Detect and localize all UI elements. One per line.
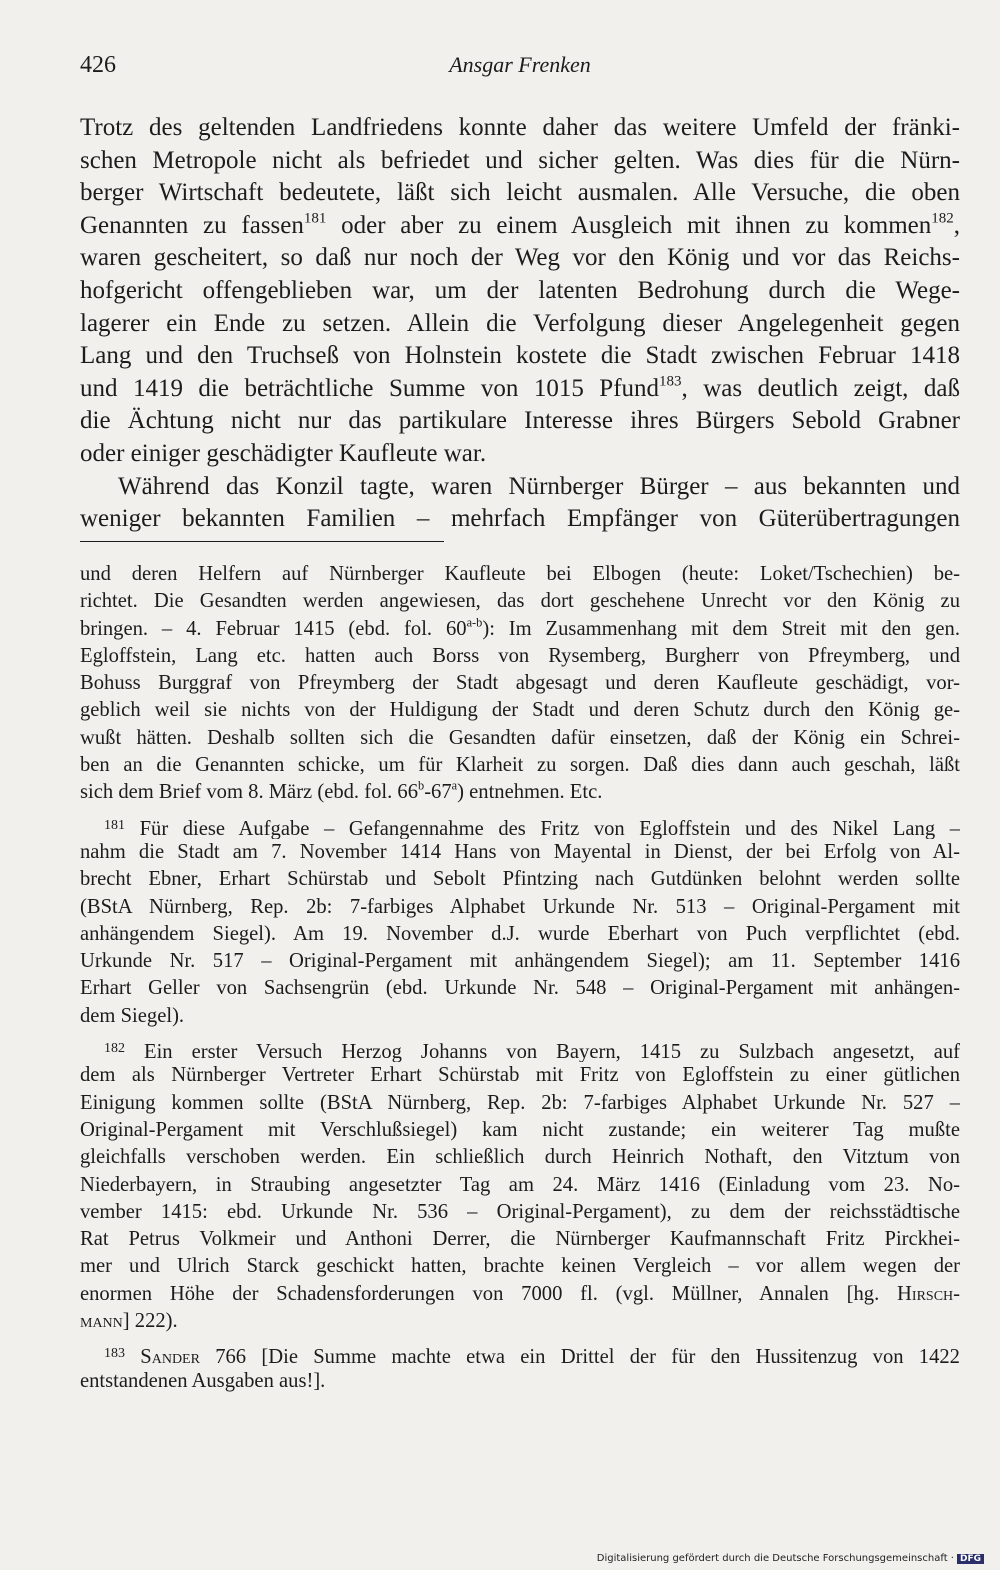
- text-fragment: -67: [424, 781, 452, 804]
- footnote-line: [80, 1340, 960, 1367]
- text-line: Lang und den Truchseß von Holnstein kostete die Stadt zwischen Februar 1418: [80, 342, 960, 370]
- footnote-number: 182: [104, 1041, 125, 1057]
- footnote-line: entstandenen Ausgaben aus!].: [80, 1369, 326, 1392]
- footnote-line: [80, 1035, 960, 1062]
- text-line: oder einiger geschädigter Kaufleute war.: [80, 439, 487, 467]
- text-fragment: , was deutlich zeigt, daß: [681, 374, 960, 402]
- text-fragment: ): Im Zusammenhang mit dem Streit mit den gen.: [482, 617, 960, 640]
- running-head: Ansgar Frenken: [449, 52, 591, 77]
- footnote-line: geblich weil sie nichts von der Huldigung der Stadt und deren Schutz durch den König ge-: [80, 699, 960, 722]
- superscript: b: [418, 779, 425, 793]
- footnote-line: [80, 779, 960, 806]
- text-line: lagerer ein Ende zu setzen. Allein die Verfolgung dieser Angelegenheit gegen: [80, 309, 960, 337]
- text-fragment: enormen Höhe der Schadensforderungen von 7000 fl. (vgl. Müllner, Annalen [hg.: [80, 1282, 898, 1305]
- footnote-line: Urkunde Nr. 517 – Original-Pergament mit anhängendem Siegel); am 11. September 1416: [80, 950, 960, 973]
- footnote-line: ben an die Genannten schicke, um für Klarheit zu sorgen. Daß dies dann auch geschah, läßt: [80, 754, 960, 777]
- text-line: weniger bekannten Familien – mehrfach Empfänger von Güterübertragungen: [80, 505, 960, 533]
- footnote-line: gleichfalls verschoben werden. Ein schließlich durch Heinrich Nothaft, den Vitztum von: [80, 1146, 960, 1169]
- text-line: die Ächtung nicht nur das partikulare Interesse ihres Bürgers Sebold Grabner: [80, 407, 960, 435]
- footnote-line: brecht Ebner, Erhart Schürstab und Sebolt Pfintzing nach Gutdünken belohnt werden sollte: [80, 868, 960, 891]
- footnote-line: Rat Petrus Volkmeir und Anthoni Derrer, die Nürnberger Kaufmannschaft Fritz Pirckhei-: [80, 1228, 960, 1251]
- footnote-line: [80, 812, 960, 839]
- footnote-line: wußt hätten. Deshalb sollten sich die Gesandten dafür einsetzen, daß der König ein Schrei-: [80, 726, 960, 749]
- footnote-line: richtet. Die Gesandten werden angewiesen, das dort geschehene Unrecht vor den König zu: [80, 590, 960, 613]
- page-number: 426: [80, 52, 116, 78]
- author-smallcaps: Sander: [140, 1346, 200, 1368]
- footer-text: Digitalisierung gefördert durch die Deutsche Forschungsgemeinschaft ·: [596, 1553, 954, 1564]
- footnote-line: [80, 1281, 960, 1308]
- footnote-line: Erhart Geller von Sachsengrün (ebd. Urkunde Nr. 548 – Original-Pergament mit anhängen-: [80, 977, 960, 1000]
- text-fragment: Für diese Aufgabe – Gefangennahme des Fritz von Egloffstein und des Nikel Lang –: [125, 817, 960, 839]
- footnote-line: anhängendem Siegel). Am 19. November d.J. wurde Eberhart von Puch verpflichtet (ebd.: [80, 922, 960, 945]
- author-smallcaps: mann: [80, 1310, 123, 1333]
- text-line: waren gescheitert, so daß nur noch der Weg vor den König und vor das Reichs-: [80, 244, 960, 272]
- footnote-line: [80, 1308, 960, 1335]
- footnote-line: Niederbayern, in Straubing angesetzter Tag am 24. März 1416 (Einladung vom 23. No-: [80, 1173, 960, 1196]
- author-smallcaps: Hirsch-: [897, 1282, 960, 1305]
- text-fragment: oder aber zu einem Ausgleich mit ihnen zu kommen: [326, 211, 932, 239]
- footnote-line: vember 1415: ebd. Urkunde Nr. 536 – Original-Pergament), zu dem der reichsstädtische: [80, 1200, 960, 1223]
- footnote-line: (BStA Nürnberg, Rep. 2b: 7-farbiges Alphabet Urkunde Nr. 513 – Original-Pergament mit: [80, 895, 960, 918]
- footnote-line: dem als Nürnberger Vertreter Erhart Schürstab mit Fritz von Egloffstein zu einer gütlichen: [80, 1064, 960, 1087]
- footnote-line: nahm die Stadt am 7. November 1414 Hans von Mayental in Dienst, der bei Erfolg von Al-: [80, 840, 960, 863]
- text-line: Trotz des geltenden Landfriedens konnte daher das weitere Umfeld der fränki-: [80, 114, 960, 141]
- text-line: [80, 373, 960, 406]
- footnote-number: 183: [104, 1346, 125, 1362]
- text-fragment: und 1419 die beträchtliche Summe von 1015 Pfund: [80, 374, 660, 402]
- footnote-line: Original-Pergament mit Verschlußsiegel) kam nicht zustande; ein weiterer Tag mußte: [80, 1118, 960, 1141]
- main-text: [80, 112, 960, 536]
- footnote-line: dem Siegel).: [80, 1004, 185, 1027]
- footnote-separator: [80, 541, 444, 542]
- text-fragment: Genannten zu fassen: [80, 211, 304, 239]
- footnote-ref: 183: [659, 373, 682, 390]
- footnote-line: Egloffstein, Lang etc. hatten auch Borss von Rysemberg, Burgherr von Pfreymberg, und: [80, 644, 960, 667]
- text-line: Während das Konzil tagte, waren Nürnberger Bürger – aus bekannten und: [118, 472, 960, 500]
- footnote-ref: 181: [303, 210, 327, 227]
- text-fragment: ) entnehmen. Etc.: [457, 781, 603, 804]
- page-header: [80, 52, 960, 88]
- text-fragment: ] 222).: [122, 1310, 178, 1333]
- text-line: hofgericht offengeblieben war, um der latenten Bedrohung durch die Wege-: [80, 276, 960, 304]
- text-fragment: ,: [953, 211, 960, 239]
- footnote-line: und deren Helfern auf Nürnberger Kaufleute bei Elbogen (heute: Loket/Tschechien) be-: [80, 563, 960, 585]
- text-line: berger Wirtschaft bedeutete, läßt sich leicht ausmalen. Alle Versuche, die oben: [80, 179, 960, 207]
- superscript: a-b: [466, 615, 483, 629]
- text-line: [80, 210, 960, 243]
- footnote-line: Einigung kommen sollte (BStA Nürnberg, Rep. 2b: 7-farbiges Alphabet Urkunde Nr. 527 –: [80, 1091, 960, 1114]
- footnotes: [80, 561, 960, 1395]
- text-fragment: Ein erster Versuch Herzog Johanns von Bayern, 1415 zu Sulzbach angesetzt, auf: [125, 1041, 960, 1063]
- footnote-number: 181: [104, 817, 125, 833]
- footnote-ref: 182: [931, 210, 954, 227]
- footnote-line: mer und Ulrich Starck geschickt hatten, brachte keinen Vergleich – vor allem wegen der: [80, 1255, 960, 1278]
- footnote-line: [80, 616, 960, 643]
- text-fragment: sich dem Brief vom 8. März (ebd. fol. 66: [80, 781, 418, 804]
- superscript: a: [451, 779, 458, 793]
- text-fragment: bringen. – 4. Februar 1415 (ebd. fol. 60: [80, 617, 467, 640]
- text-line: schen Metropole nicht als befriedet und sicher gelten. Was dies für die Nürn-: [80, 146, 960, 174]
- text-fragment: 766 [Die Summe machte etwa ein Drittel der für den Hussitenzug von 1422: [199, 1346, 960, 1368]
- footnote-line: Bohuss Burggraf von Pfreymberg der Stadt abgesagt und deren Kaufleute geschädigt, vor-: [80, 672, 960, 695]
- digitization-footer: [597, 1553, 984, 1564]
- dfg-logo: DFG: [957, 1554, 984, 1564]
